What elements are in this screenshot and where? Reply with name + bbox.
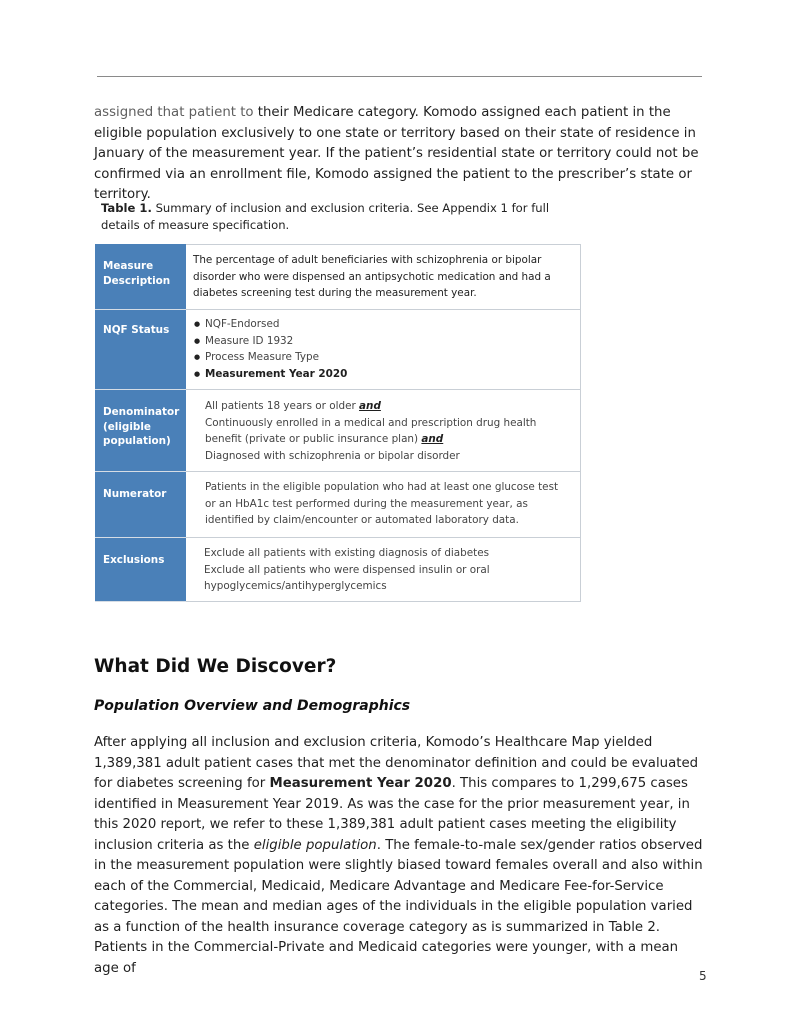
body-text: . This compares to 1,299,675 cases identified in Measurement Year 2019. As was the case for the prior measurement year, in this 2020 report, we refer to these 1,389,381 adult patient cases meeting the eligibility inclusion criteria as the — [94, 776, 690, 853]
and-conjunction: and — [359, 400, 381, 412]
body-paragraph — [94, 733, 706, 979]
table-caption-label: Table 1. — [101, 201, 152, 215]
nqf-status-cell — [186, 310, 581, 390]
body-text: After applying all inclusion and exclusion criteria, Komodo’s Healthcare Map yielded 1,389,381 adult patient cases that met the denominator definition and could be evaluated for diabetes screening for — [94, 735, 699, 791]
table-row — [96, 310, 581, 390]
table-row — [96, 245, 581, 310]
table-row — [96, 390, 581, 472]
denominator-line — [205, 415, 570, 448]
table-row — [96, 472, 581, 538]
body-bold-text: Measurement Year 2020 — [269, 776, 452, 791]
section-heading: What Did We Discover? — [94, 656, 337, 677]
denominator-line — [205, 398, 570, 415]
intro-lead: assigned that patient to — [94, 105, 254, 120]
list-item: ● Process Measure Type — [194, 349, 570, 366]
criteria-table — [95, 244, 581, 602]
table-caption-text: Summary of inclusion and exclusion criteria. See Appendix 1 for full details of measure specification. — [101, 201, 550, 232]
measure-description-text: The percentage of adult beneficiaries with schizophrenia or bipolar disorder who were dispensed an antipsychotic medication and had a diabetes screening test during the measurement year. — [186, 245, 581, 310]
page-number: 5 — [699, 969, 707, 983]
exclusion-line: Exclude all patients who were dispensed insulin or oral hypoglycemics/antihyperglycemics — [204, 563, 490, 592]
row-label-measure-description: Measure Description — [96, 245, 186, 310]
row-label-nqf-status: NQF Status — [96, 310, 186, 390]
row-label-numerator: Numerator — [96, 472, 186, 538]
list-item: ● NQF-Endorsed — [194, 316, 570, 333]
denominator-enrollment-text: Continuously enrolled in a medical and prescription drug health benefit (private or public insurance plan) — [205, 416, 537, 445]
exclusion-line: Exclude all patients with existing diagnosis of diabetes — [204, 547, 490, 559]
list-item: ● Measure ID 1932 — [194, 333, 570, 350]
denominator-age-text: All patients 18 years or older — [205, 400, 360, 412]
nqf-status-list — [194, 316, 570, 382]
denominator-line: Diagnosed with schizophrenia or bipolar disorder — [205, 449, 460, 462]
table-caption — [101, 200, 581, 233]
body-italic-text: eligible population — [253, 837, 377, 853]
subsection-heading: Population Overview and Demographics — [94, 698, 411, 714]
table-row — [96, 538, 581, 602]
header-rule — [97, 76, 702, 77]
denominator-cell — [186, 390, 581, 472]
intro-text: their Medicare category. Komodo assigned each patient in the eligible population exclusively to one state or territory based on their state of residence in January of the measurement year. If the patient’s residential state or territory could not be confirmed via an enrollment file, Komodo assigned the patient to the prescriber’s state or territory. — [94, 105, 699, 202]
body-text: . The female-to-male sex/gender ratios observed in the measurement population were slightly biased toward females overall and also within each of the Commercial, Medicaid, Medicare Advantage and Medicare Fee-for-Service categories. The mean and median ages of the individuals in the eligible population varied as a function of the health insurance coverage category as is summarized in Table 2. Patients in the Commercial-Private and Medicaid categories were younger, with a mean age of — [94, 837, 703, 976]
row-label-exclusions: Exclusions — [96, 538, 186, 602]
row-label-denominator: Denominator (eligible population) — [96, 390, 186, 472]
and-conjunction: and — [421, 433, 444, 445]
list-item: ● Measurement Year 2020 — [194, 366, 570, 383]
intro-paragraph — [94, 103, 706, 206]
exclusions-cell — [186, 538, 581, 602]
numerator-text: Patients in the eligible population who had at least one glucose test or an HbA1c test performed during the measurement year, as identified by claim/encounter or automated laboratory data. — [186, 472, 581, 538]
